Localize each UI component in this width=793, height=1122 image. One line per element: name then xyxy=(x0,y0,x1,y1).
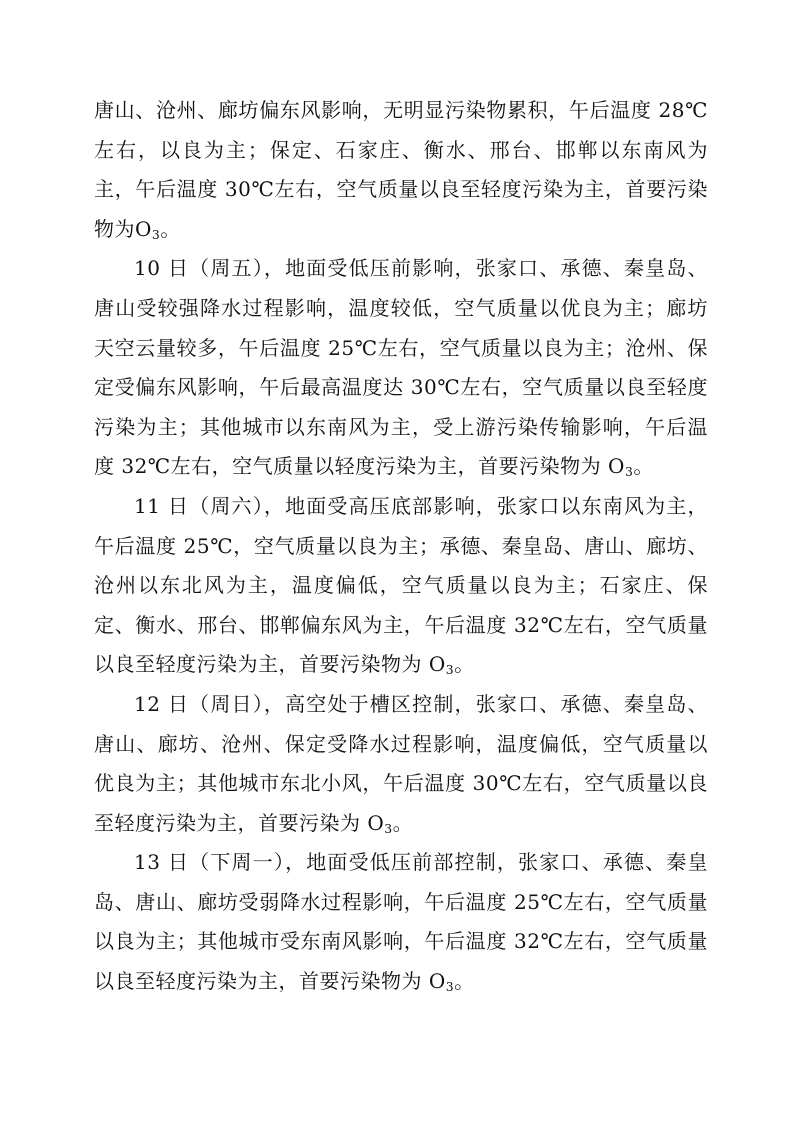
paragraph-day-12 xyxy=(94,685,708,843)
paragraph-text: 10 日（周五），地面受低压前影响，张家口、承德、秦皇岛、唐山受较强降水过程影响，温度较低，空气质量以优良为主；廊坊天空云量较多，午后温度 25℃左右，空气质量以良为主；沧州、保定受偏东风影响，午后最高温度达 30℃左右，空气质量以良至轻度污染为主；其他城市以东南风为主，受上游污染传输影响，午后温度 32℃左右，空气质量以轻度污染为主，首要污染物为 xyxy=(94,256,708,479)
paragraph-end-mark: 。 xyxy=(160,216,181,241)
paragraph-day-13 xyxy=(94,843,708,1001)
ozone-symbol: O xyxy=(608,454,625,479)
ozone-symbol: O xyxy=(428,652,446,677)
document-page xyxy=(94,91,708,1002)
ozone-symbol: O xyxy=(428,969,446,994)
ozone-subscript: 3 xyxy=(151,226,161,242)
paragraph-text: 唐山、沧州、廊坊偏东风影响，无明显污染物累积，午后温度 28℃左右，以良为主；保定、石家庄、衡水、邢台、邯郸以东南风为主，午后温度 30℃左右，空气质量以良至轻度污染为主，首要污染物为 xyxy=(94,98,708,241)
paragraph-text: 13 日（下周一），地面受低压前部控制，张家口、承德、秦皇岛、唐山、廊坊受弱降水过程影响，午后温度 25℃左右，空气质量以良为主；其他城市受东南风影响，午后温度 32℃左右，空气质量以良至轻度污染为主，首要污染物为 xyxy=(94,850,708,994)
paragraph-end-mark: 。 xyxy=(454,969,475,994)
ozone-subscript: 3 xyxy=(445,662,455,678)
ozone-subscript: 3 xyxy=(384,820,393,836)
ozone-subscript: 3 xyxy=(624,464,634,480)
ozone-symbol: O xyxy=(367,810,385,835)
paragraph-end-mark: 。 xyxy=(454,652,475,677)
paragraph-end-mark: 。 xyxy=(392,810,414,835)
paragraph-day-10 xyxy=(94,249,708,487)
paragraph-text: 11 日（周六），地面受高压底部影响，张家口以东南风为主，午后温度 25℃，空气质量以良为主；承德、秦皇岛、唐山、廊坊、沧州以东北风为主，温度偏低，空气质量以良为主；石家庄、保定、衡水、邢台、邯郸偏东风为主，午后温度 32℃左右，空气质量以良至轻度污染为主，首要污染物为 xyxy=(94,493,708,677)
ozone-subscript: 3 xyxy=(445,979,455,995)
paragraph-text: 12 日（周日），高空处于槽区控制，张家口、承德、秦皇岛、唐山、廊坊、沧州、保定受降水过程影响，温度偏低，空气质量以优良为主；其他城市东北小风，午后温度 30℃左右，空气质量以良至轻度污染为主，首要污染为 xyxy=(94,691,708,835)
paragraph-day-11 xyxy=(94,487,708,685)
paragraph-end-mark: 。 xyxy=(633,454,654,479)
ozone-symbol: O xyxy=(135,216,152,241)
paragraph-continuation xyxy=(94,91,708,249)
